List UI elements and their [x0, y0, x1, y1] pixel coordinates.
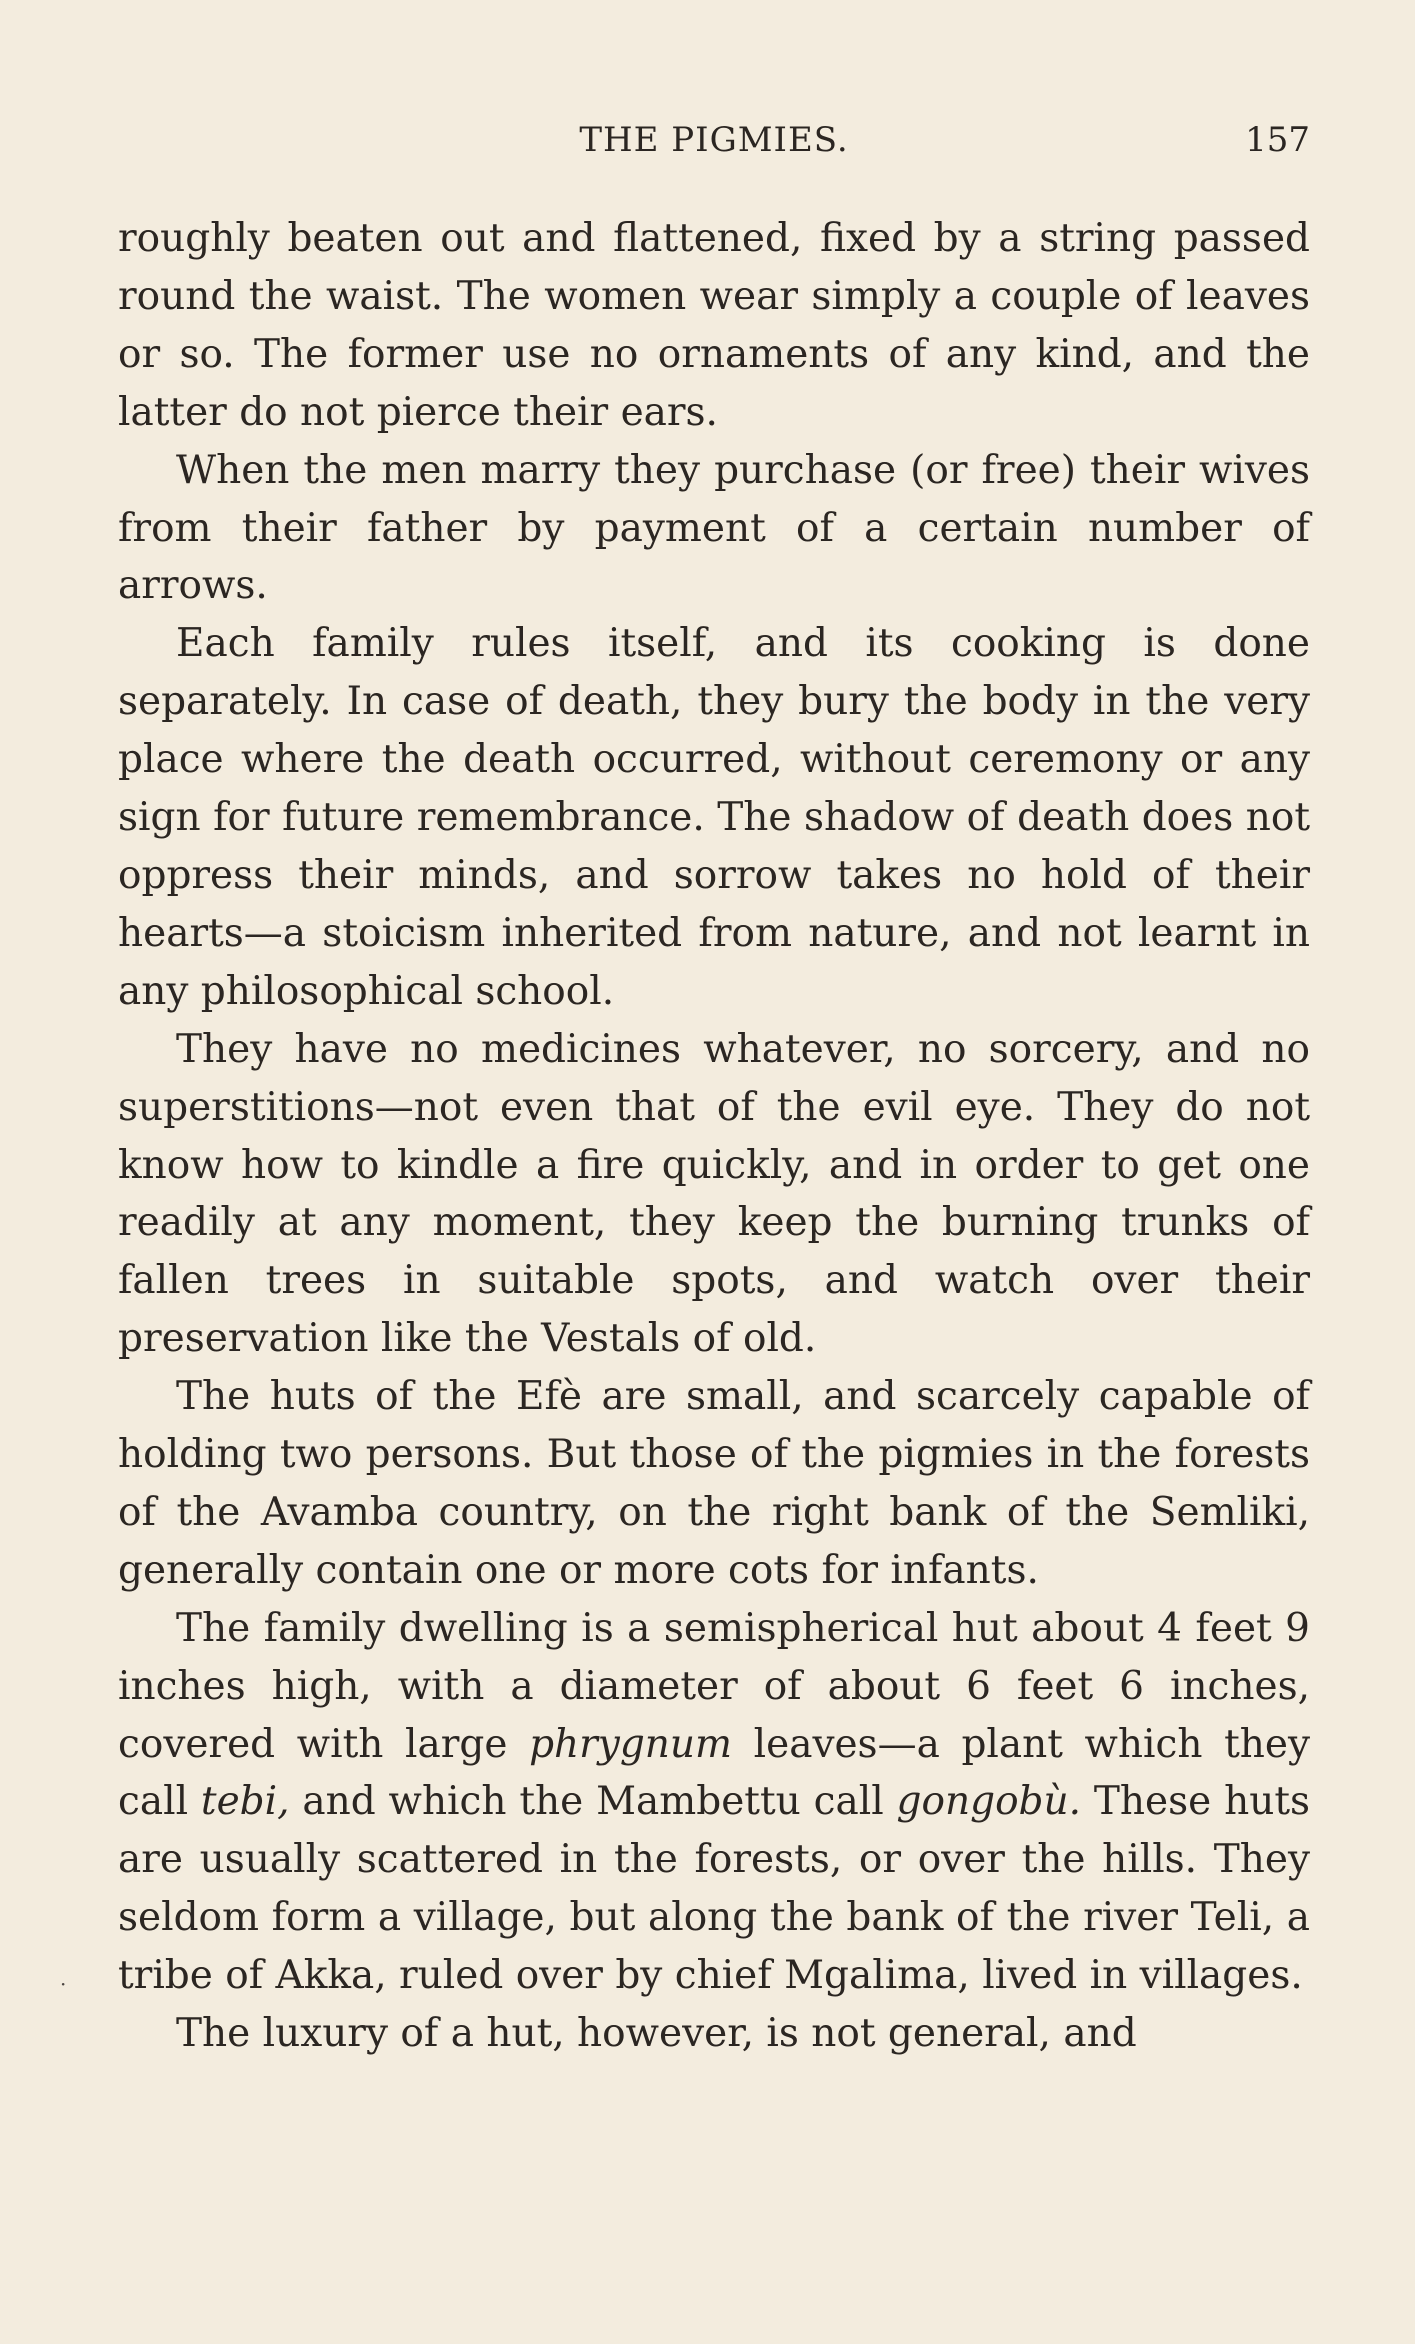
paragraph-huts: The huts of the Efè are small, and scarcely capable of holding two persons. But those of the pigmies in the forests of the Avamba country, on the right bank of the Semliki, generally contain one or more cots for infants. [118, 1374, 1310, 1593]
dwelling-italic-phrygnum: phrygnum [529, 1721, 733, 1767]
dwelling-italic-gongobu: gongobù. [896, 1779, 1082, 1825]
dwelling-italic-tebi: tebi, [200, 1779, 290, 1825]
running-title: THE PIGMIES. [579, 120, 849, 160]
body-text [118, 210, 1310, 2063]
dwelling-text-1: The family dwelling is a semispherical hut about 4 feet 9 inches high, with a diameter of about 6 feet 6 inches, covered with large [118, 1605, 1310, 1767]
page-header [118, 120, 1310, 170]
paragraph-marriage: When the men marry they purchase (or free) their wives from their father by payment of a certain number of arrows. [118, 447, 1310, 609]
paragraph-family-death: Each family rules itself, and its cooking is done separately. In case of death, they bury the body in the very place where the death occurred, without ceremony or any sign for future remembrance. The shadow of death does not oppress their minds, and sorrow takes no hold of their hearts—a stoicism inherited from nature, and not learnt in any philosophical school. [118, 621, 1310, 1014]
dwelling-text-3: and which the Mambettu call [289, 1779, 897, 1825]
dwelling-text-4: These huts are usually scattered in the forests, or over the hills. They seldom form a village, but along the bank of the river Teli, a tribe of Akka, ruled over by chief Mgalima, lived in villages. [118, 1779, 1311, 1999]
paragraph-medicines-fire: They have no medicines whatever, no sorcery, and no superstitions—not even that of the evil eye. They do not know how to kindle a fire quickly, and in order to get one readily at any moment, they keep the burning trunks of fallen trees in suitable spots, and watch over their preservation like the Vestals of old. [118, 1026, 1310, 1362]
dwelling-text-2: leaves—a plant which they call [118, 1721, 1311, 1825]
margin-mark: · [60, 1972, 67, 1996]
page-number: 157 [1245, 120, 1310, 160]
paragraph-clothing: roughly beaten out and flattened, fixed by a string passed round the waist. The women wear simply a couple of leaves or so. The former use no ornaments of any kind, and the latter do not pierce their ears. [118, 216, 1310, 435]
paragraph-dwelling [118, 1600, 1310, 2005]
paragraph-luxury: The luxury of a hut, however, is not general, and [176, 2011, 1137, 2057]
